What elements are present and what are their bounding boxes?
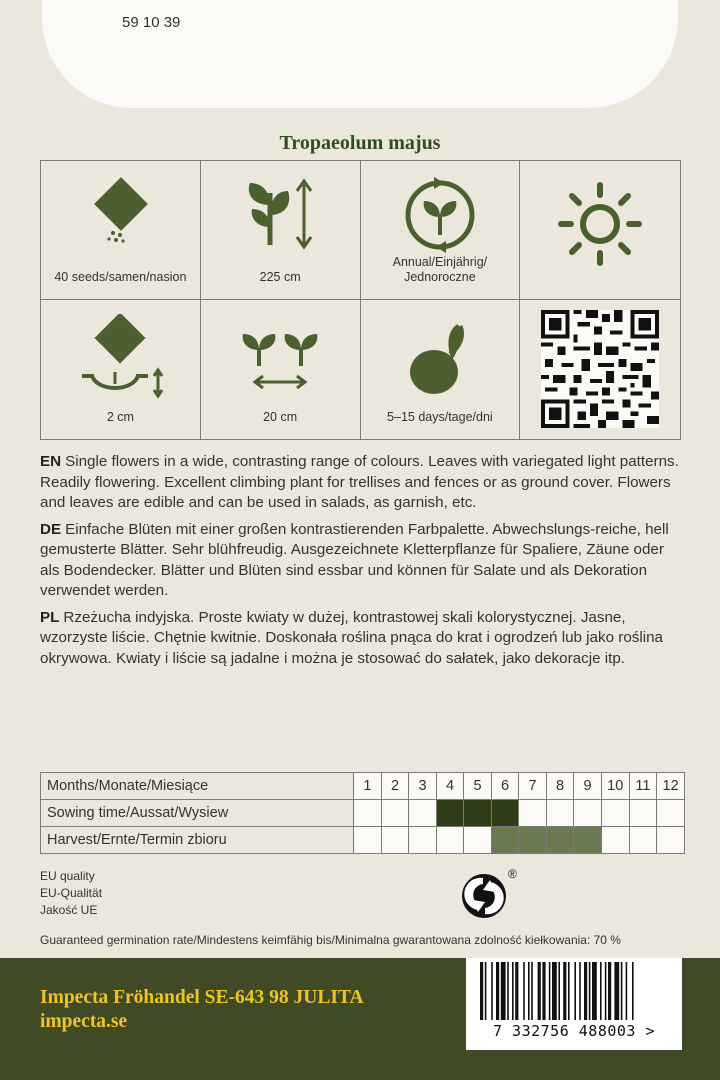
harvest-cell-5 (464, 827, 492, 854)
depth-caption: 2 cm (106, 410, 134, 424)
sowing-cell-12 (657, 800, 685, 827)
plant-spacing-icon (235, 322, 325, 402)
description-pl-text: Rzeżucha indyjska. Proste kwiaty w dużej, kontrastowej skali kolorystycznej. Jasne, wzorzyste liście. Chętnie kwitnie. Doskonała roślina pnąca do krat i ogrodzeń lub jako roślina okrywowa. Kwiaty i liście są jadalne i można je stosować do sałatek, jako dekoracje itp. (40, 608, 663, 667)
eu-quality-en: EU quality (40, 869, 95, 883)
harvest-cell-4 (436, 827, 464, 854)
month-header-6: 6 (491, 773, 519, 800)
month-header-8: 8 (546, 773, 574, 800)
months-label: Months/Monate/Miesiące (41, 773, 354, 800)
plant-height-icon (240, 175, 320, 255)
seed-packet-icon (80, 175, 160, 255)
sowing-cell-11 (629, 800, 657, 827)
description-pl (40, 608, 680, 670)
barcode-digits: 7 332756 488003 > (492, 1022, 656, 1040)
footer (0, 958, 720, 1080)
sowing-cell-5 (464, 800, 492, 827)
info-cell-qr (520, 300, 680, 439)
harvest-row (41, 827, 685, 854)
info-cell-spacing (201, 300, 361, 439)
germination-caption: 5–15 days/tage/dni (387, 410, 493, 424)
description-en (40, 452, 680, 514)
sowing-calendar (40, 772, 685, 854)
lang-code-en: EN (40, 453, 62, 470)
germination-icon (400, 310, 480, 400)
lang-code-pl: PL (40, 608, 60, 626)
sowing-cell-4 (436, 800, 464, 827)
month-header-9: 9 (574, 773, 602, 800)
sowing-depth-icon (70, 314, 170, 398)
latin-name: Tropaeolum majus (279, 132, 441, 154)
lang-code-de: DE (40, 520, 62, 538)
info-cell-sun (520, 161, 680, 300)
registered-mark: ® (508, 867, 517, 881)
eu-quality-de: EU-Qualität (40, 886, 103, 900)
harvest-cell-3 (409, 827, 437, 854)
harvest-label: Harvest/Ernte/Termin zbioru (41, 827, 354, 854)
info-cell-height (201, 161, 361, 300)
month-header-11: 11 (629, 773, 657, 800)
website: impecta.se (40, 1011, 128, 1032)
top-card (42, 0, 678, 108)
month-header-4: 4 (436, 773, 464, 800)
month-header-12: 12 (657, 773, 685, 800)
info-grid (40, 160, 681, 440)
article-number: 59 10 39 (122, 14, 181, 31)
height-caption: 225 cm (259, 270, 301, 284)
month-header-3: 3 (409, 773, 437, 800)
info-cell-seeds (41, 161, 201, 300)
sowing-row (41, 800, 685, 827)
description-en-text: Single flowers in a wide, contrasting range of colours. Leaves with variegated light patterns. Readily flowering. Excellent climbing plant for trellises and fences or as ground cover. Flowers and leaves are edible and can be used in salads, as garnish, etc. (40, 453, 679, 511)
annual-cycle-icon (400, 175, 480, 255)
month-header-1: 1 (354, 773, 382, 800)
harvest-cell-7 (519, 827, 547, 854)
info-cell-germination (361, 300, 521, 439)
month-header-5: 5 (464, 773, 492, 800)
eu-quality-pl: Jakość UE (40, 903, 98, 917)
sowing-cell-3 (409, 800, 437, 827)
eu-quality (40, 868, 102, 919)
sun-icon (555, 179, 645, 269)
sowing-label: Sowing time/Aussat/Wysiew (41, 800, 354, 827)
month-header-10: 10 (601, 773, 629, 800)
harvest-cell-10 (601, 827, 629, 854)
sowing-cell-7 (519, 800, 547, 827)
spacing-caption: 20 cm (263, 410, 298, 424)
harvest-cell-9 (574, 827, 602, 854)
month-header-2: 2 (381, 773, 409, 800)
germination-rate: Guaranteed germination rate/Mindestens keimfähig bis/Minimalna gwarantowana zdolność kiełkowania: 70 % (40, 933, 621, 947)
sowing-cell-8 (546, 800, 574, 827)
barcode (466, 958, 682, 1050)
harvest-cell-12 (657, 827, 685, 854)
seed-count-caption: 40 seeds/samen/nasion (54, 270, 187, 284)
green-dot-recycle-icon (456, 866, 522, 926)
sowing-cell-1 (354, 800, 382, 827)
harvest-cell-1 (354, 827, 382, 854)
info-cell-annual (361, 161, 521, 300)
barcode-bars (466, 958, 682, 1020)
sowing-cell-10 (601, 800, 629, 827)
sowing-cell-9 (574, 800, 602, 827)
company-address: Impecta Fröhandel SE-643 98 JULITA (40, 987, 364, 1008)
harvest-cell-6 (491, 827, 519, 854)
description-de (40, 520, 680, 602)
harvest-cell-8 (546, 827, 574, 854)
sowing-cell-6 (491, 800, 519, 827)
description-de-text: Einfache Blüten mit einer großen kontrastierenden Farbpalette. Abwechslungs-reiche, hell gemusterte Blätter. Sehr blühfreudig. Ausgezeichnete Kletterpflanze für Spaliere, Zäune oder als Bodendecker. Blätter und Blüten sind essbar und können für Salate und als Dekoration verwendet werden. (40, 520, 669, 599)
info-cell-depth (41, 300, 201, 439)
description (40, 452, 680, 675)
harvest-cell-11 (629, 827, 657, 854)
calendar-header-row (41, 773, 685, 800)
qr-code-icon (541, 310, 659, 428)
month-header-7: 7 (519, 773, 547, 800)
annual-caption: Annual/Einjährig/ Jednoroczne (392, 255, 488, 284)
sowing-cell-2 (381, 800, 409, 827)
harvest-cell-2 (381, 827, 409, 854)
